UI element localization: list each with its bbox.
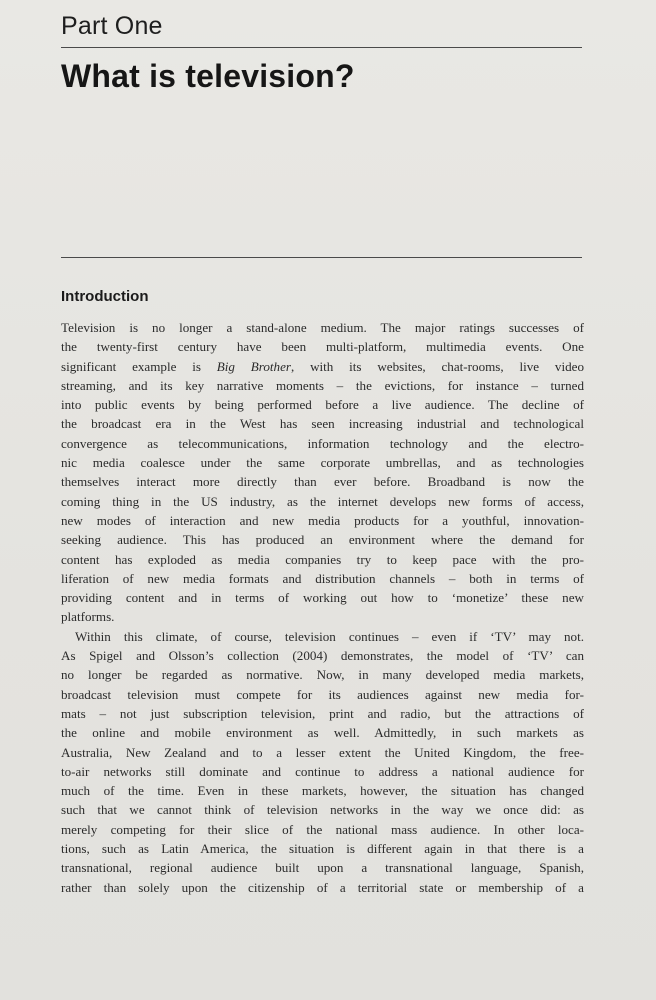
- chapter-title: What is television?: [61, 58, 355, 94]
- text-line: [61, 569, 584, 588]
- text-segment: merely competing for their slice of the national mass audience. In other loca-: [61, 821, 584, 837]
- text-segment: content has exploded as media companies try to keep pace with the pro-: [61, 551, 584, 567]
- text-segment: coming thing in the US industry, as the internet develops new forms of access,: [61, 493, 584, 509]
- text-segment: platforms.: [61, 609, 115, 625]
- text-segment: convergence as telecommunications, information technology and the electro-: [61, 435, 584, 451]
- text-segment: , with its websites, chat-rooms, live video: [291, 358, 584, 374]
- text-segment: the online and mobile environment as well. Admittedly, in such markets as: [61, 725, 584, 741]
- text-segment: no longer be regarded as normative. Now, in many developed media markets,: [61, 667, 584, 683]
- text-segment: such that we cannot think of television networks in the way we once did: as: [61, 802, 584, 818]
- text-line: [61, 800, 584, 819]
- text-line: [61, 337, 584, 356]
- text-segment: transnational, regional audience built upon a transnational language, Spanish,: [61, 860, 584, 876]
- text-segment: much of the time. Even in these markets, however, the situation has changed: [61, 783, 584, 799]
- text-segment: providing content and in terms of working out how to ‘monetize’ these new: [61, 590, 584, 606]
- italic-title: Big Brother: [216, 358, 291, 374]
- text-line: [61, 646, 584, 665]
- text-line: [61, 530, 584, 549]
- text-segment: themselves interact more directly than ever before. Broadband is now the: [61, 474, 584, 490]
- text-line: [61, 357, 584, 376]
- text-segment: significant example is: [61, 358, 217, 374]
- section-heading: Introduction: [61, 288, 149, 305]
- text-line: [61, 723, 584, 742]
- text-line: [61, 878, 584, 897]
- text-segment: rather than solely upon the citizenship of a territorial state or membership of a: [61, 879, 584, 895]
- text-segment: broadcast television must compete for its audiences against new media for-: [61, 686, 584, 702]
- text-segment: Australia, New Zealand and to a lesser extent the United Kingdom, the free-: [61, 744, 584, 760]
- text-line: [61, 395, 584, 414]
- text-line: [61, 434, 584, 453]
- body-text: [61, 318, 584, 897]
- text-segment: nic media coalesce under the same corporate umbrellas, and as technologies: [61, 455, 584, 471]
- text-segment: tions, such as Latin America, the situation is different again in that there is a: [61, 841, 584, 857]
- section-rule: [61, 257, 582, 258]
- text-line: [61, 839, 584, 858]
- text-line: [61, 762, 584, 781]
- text-segment: to-air networks still dominate and continue to address a national audience for: [61, 763, 584, 779]
- text-line: [61, 781, 584, 800]
- text-line: [61, 550, 584, 569]
- text-segment: new modes of interaction and new media products for a youthful, innovation-: [61, 512, 584, 528]
- text-segment: seeking audience. This has produced an environment where the demand for: [61, 532, 584, 548]
- text-line: [61, 376, 584, 395]
- text-line: [61, 472, 584, 491]
- text-line: [61, 453, 584, 472]
- text-line: [61, 685, 584, 704]
- text-segment: Television is no longer a stand-alone medium. The major ratings successes of: [61, 320, 584, 335]
- text-segment: As Spigel and Olsson’s collection (2004) demonstrates, the model of ‘TV’ can: [61, 648, 584, 664]
- text-segment: into public events by being performed before a live audience. The decline of: [61, 397, 584, 413]
- text-segment: Within this climate, of course, television continues – even if ‘TV’ may not.: [75, 628, 584, 644]
- text-line: [61, 858, 584, 877]
- text-segment: streaming, and its key narrative moments – the evictions, for instance – turned: [61, 377, 584, 393]
- part-label: Part One: [61, 12, 163, 40]
- text-line: [61, 820, 584, 839]
- text-line: [61, 743, 584, 762]
- text-line: [61, 665, 584, 684]
- text-segment: the broadcast era in the West has seen increasing industrial and technological: [61, 416, 584, 432]
- text-segment: liferation of new media formats and distribution channels – both in terms of: [61, 570, 584, 586]
- text-line: [61, 627, 584, 646]
- text-line: [61, 704, 584, 723]
- text-segment: the twenty-first century have been multi-platform, multimedia events. One: [61, 339, 584, 355]
- text-line: [61, 414, 584, 433]
- top-rule: [61, 47, 582, 48]
- text-line: [61, 318, 584, 337]
- text-line: [61, 492, 584, 511]
- text-line: [61, 607, 584, 626]
- text-line: [61, 511, 584, 530]
- text-line: [61, 588, 584, 607]
- text-segment: mats – not just subscription television, print and radio, but the attractions of: [61, 705, 584, 721]
